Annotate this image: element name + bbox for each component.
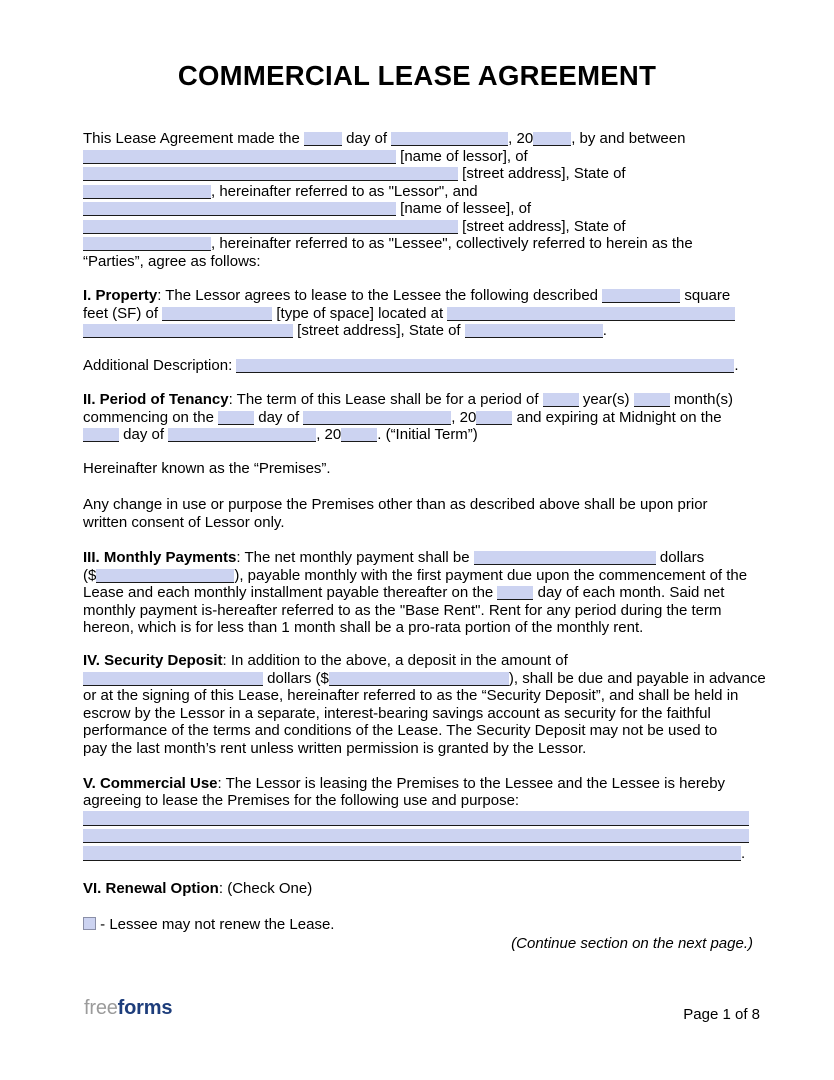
- form-blank-field[interactable]: [168, 428, 316, 442]
- use-change-note: [83, 496, 753, 531]
- form-blank-field[interactable]: [465, 324, 603, 338]
- text-run: II. Period of Tenancy: [83, 391, 229, 408]
- form-blank-field[interactable]: [218, 411, 254, 425]
- form-blank-field[interactable]: [83, 672, 263, 686]
- doc-line: [83, 391, 753, 409]
- doc-line: [83, 935, 753, 953]
- form-blank-field[interactable]: [83, 185, 211, 199]
- text-run: [street address], State of: [458, 165, 626, 182]
- section-i-property: [83, 287, 753, 340]
- text-run: I. Property: [83, 287, 158, 304]
- text-run: IV. Security Deposit: [83, 652, 223, 669]
- text-run: ), shall be due and payable in advance: [508, 669, 766, 687]
- text-run: .: [602, 322, 607, 339]
- doc-line: [83, 514, 753, 532]
- doc-line: [83, 183, 753, 201]
- doc-line: [83, 253, 753, 271]
- text-run: pay the last month’s rent unless written permission is granted by the Lessor.: [83, 739, 587, 757]
- text-run: month(s): [669, 391, 734, 408]
- additional-description: [83, 357, 753, 375]
- doc-line: [83, 602, 753, 620]
- document-body: [83, 130, 766, 953]
- doc-line: [83, 357, 753, 375]
- doc-line: [83, 305, 753, 323]
- form-blank-field[interactable]: [303, 411, 451, 425]
- doc-line: [83, 845, 753, 863]
- text-run: V. Commercial Use: [83, 774, 218, 792]
- form-blank-field[interactable]: [497, 586, 533, 600]
- text-run: hereon, which is for less than 1 month shall be a pro-rata portion of the monthly rent.: [83, 619, 644, 636]
- blank-line-field[interactable]: [83, 829, 749, 844]
- doc-line: [83, 549, 753, 567]
- form-blank-field[interactable]: [602, 289, 680, 303]
- text-run: or at the signing of this Lease, hereinafter referred to as the “Security Deposit”, and shall be held in: [83, 687, 739, 704]
- doc-line: [83, 705, 753, 723]
- renewal-checkbox[interactable]: [83, 917, 96, 930]
- text-run: performance of the terms and conditions of the Lease. The Security Deposit may not be used to: [83, 722, 718, 739]
- form-blank-field[interactable]: [341, 428, 377, 442]
- text-run: agreeing to lease the Premises for the following use and purpose:: [83, 792, 520, 809]
- form-blank-field[interactable]: [83, 150, 396, 164]
- form-blank-field[interactable]: [96, 569, 234, 583]
- text-run: [type of space] located at: [272, 304, 448, 322]
- text-run: Lease and each monthly installment payable thereafter on the: [83, 584, 498, 601]
- form-blank-field[interactable]: [83, 202, 396, 216]
- page-number: Page 1 of 8: [683, 1006, 760, 1023]
- text-run: monthly payment is-hereafter referred to as the "Base Rent". Rent for any period during the term: [83, 601, 722, 619]
- doc-line: [83, 619, 753, 637]
- text-run: : In addition to the above, a deposit in the amount of: [222, 652, 568, 669]
- text-run: , 20: [508, 130, 534, 147]
- text-run: : The Lessor agrees to lease to the Lessee the following described: [157, 287, 603, 304]
- text-run: [street address], State of: [293, 322, 465, 339]
- logo-text-free: free: [84, 997, 118, 1019]
- doc-line: [83, 810, 753, 828]
- doc-line: [83, 775, 753, 793]
- text-run: day of: [254, 408, 304, 426]
- doc-line: [83, 687, 753, 705]
- section-vi-renewal-option: [83, 880, 753, 898]
- page-title: COMMERCIAL LEASE AGREEMENT: [177, 60, 657, 91]
- doc-line: [83, 287, 753, 305]
- text-run: day of each month. Said net: [533, 584, 725, 601]
- text-run: dollars ($: [263, 669, 329, 687]
- text-run: : The net monthly payment shall be: [236, 549, 474, 566]
- text-run: year(s): [578, 391, 634, 408]
- form-blank-field[interactable]: [476, 411, 512, 425]
- form-blank-field[interactable]: [533, 132, 571, 146]
- text-run: Any change in use or purpose the Premises other than as described above shall be upon prior: [83, 496, 708, 513]
- doc-line: [83, 916, 753, 934]
- text-run: [name of lessee], of: [396, 200, 532, 217]
- text-run: square: [680, 287, 731, 304]
- doc-line: [83, 669, 766, 688]
- blank-line-field[interactable]: [83, 846, 741, 861]
- form-blank-field[interactable]: [83, 237, 211, 251]
- form-blank-field[interactable]: [391, 132, 508, 146]
- text-run: , 20: [451, 408, 477, 426]
- form-blank-field[interactable]: [83, 428, 119, 442]
- doc-line: [83, 148, 753, 166]
- text-run: day of: [341, 130, 392, 147]
- text-run: ($: [83, 566, 97, 584]
- text-run: (Continue section on the next page.): [511, 935, 753, 952]
- text-run: - Lessee may not renew the Lease.: [96, 915, 335, 933]
- doc-line: [83, 409, 753, 427]
- form-blank-field[interactable]: [447, 307, 735, 321]
- intro-paragraph: [83, 130, 753, 270]
- text-run: III. Monthly Payments: [83, 549, 237, 566]
- form-blank-field[interactable]: [236, 359, 734, 373]
- text-run: day of: [119, 426, 169, 443]
- form-blank-field[interactable]: [543, 393, 579, 407]
- text-run: . (“Initial Term”): [377, 426, 478, 443]
- form-blank-field[interactable]: [474, 551, 656, 565]
- text-run: .: [734, 357, 739, 374]
- text-run: and expiring at Midnight on the: [512, 408, 722, 426]
- doc-line: [83, 200, 753, 218]
- text-run: , by and between: [571, 130, 686, 147]
- text-run: [name of lessor], of: [396, 147, 528, 165]
- doc-line: [83, 567, 753, 585]
- text-run: ), payable monthly with the first payment due upon the commencement of the: [234, 566, 748, 584]
- premises-note: [83, 460, 753, 478]
- doc-line: [83, 880, 753, 898]
- logo-text-forms: forms: [117, 997, 173, 1019]
- doc-line: [83, 740, 753, 758]
- form-blank-field[interactable]: [329, 672, 509, 686]
- form-blank-field[interactable]: [304, 132, 342, 146]
- form-blank-field[interactable]: [162, 307, 272, 321]
- continue-note: [83, 935, 753, 953]
- doc-line: [83, 165, 753, 183]
- text-run: “Parties”, agree as follows:: [83, 252, 261, 270]
- text-run: Additional Description:: [83, 357, 237, 374]
- blank-line-field[interactable]: [83, 811, 749, 826]
- text-run: written consent of Lessor only.: [83, 513, 285, 531]
- freeforms-logo: [84, 997, 172, 1019]
- section-iv-security-deposit: [83, 652, 766, 757]
- section-ii-period-of-tenancy: [83, 391, 753, 444]
- text-run: , hereinafter referred to as "Lessee", collectively referred to herein as the: [211, 235, 693, 252]
- text-run: dollars: [655, 549, 705, 566]
- form-blank-field[interactable]: [83, 167, 458, 181]
- section-iii-monthly-payments: [83, 549, 753, 637]
- section-v-commercial-use: [83, 775, 753, 863]
- doc-line: [83, 218, 753, 236]
- text-run: Hereinafter known as the “Premises”.: [83, 460, 331, 477]
- text-run: : The term of this Lease shall be for a period of: [228, 391, 543, 408]
- text-run: , 20: [316, 426, 342, 443]
- doc-line: [83, 584, 753, 602]
- doc-line: [83, 722, 753, 740]
- text-run: .: [741, 844, 746, 862]
- text-run: [street address], State of: [458, 217, 626, 235]
- text-run: commencing on the: [83, 408, 219, 426]
- text-run: escrow by the Lessor in a separate, interest-bearing savings account as security for the faithful: [83, 704, 711, 722]
- text-run: : The Lessor is leasing the Premises to the Lessee and the Lessee is hereby: [217, 774, 726, 792]
- text-run: feet (SF) of: [83, 304, 163, 322]
- form-blank-field[interactable]: [83, 324, 293, 338]
- text-run: , hereinafter referred to as "Lessor", and: [211, 182, 478, 200]
- doc-line: [83, 652, 753, 670]
- text-run: This Lease Agreement made the: [83, 130, 304, 147]
- text-run: : (Check One): [218, 879, 313, 897]
- doc-line: [83, 322, 753, 340]
- text-run: VI. Renewal Option: [83, 879, 219, 897]
- doc-line: [83, 130, 753, 148]
- form-blank-field[interactable]: [634, 393, 670, 407]
- renewal-checkbox-option: [83, 916, 753, 934]
- doc-line: [83, 235, 753, 253]
- form-blank-field[interactable]: [83, 220, 458, 234]
- doc-line: [83, 827, 753, 845]
- doc-line: [83, 426, 753, 444]
- doc-line: [83, 460, 753, 478]
- doc-line: [83, 792, 753, 810]
- doc-line: [83, 496, 753, 514]
